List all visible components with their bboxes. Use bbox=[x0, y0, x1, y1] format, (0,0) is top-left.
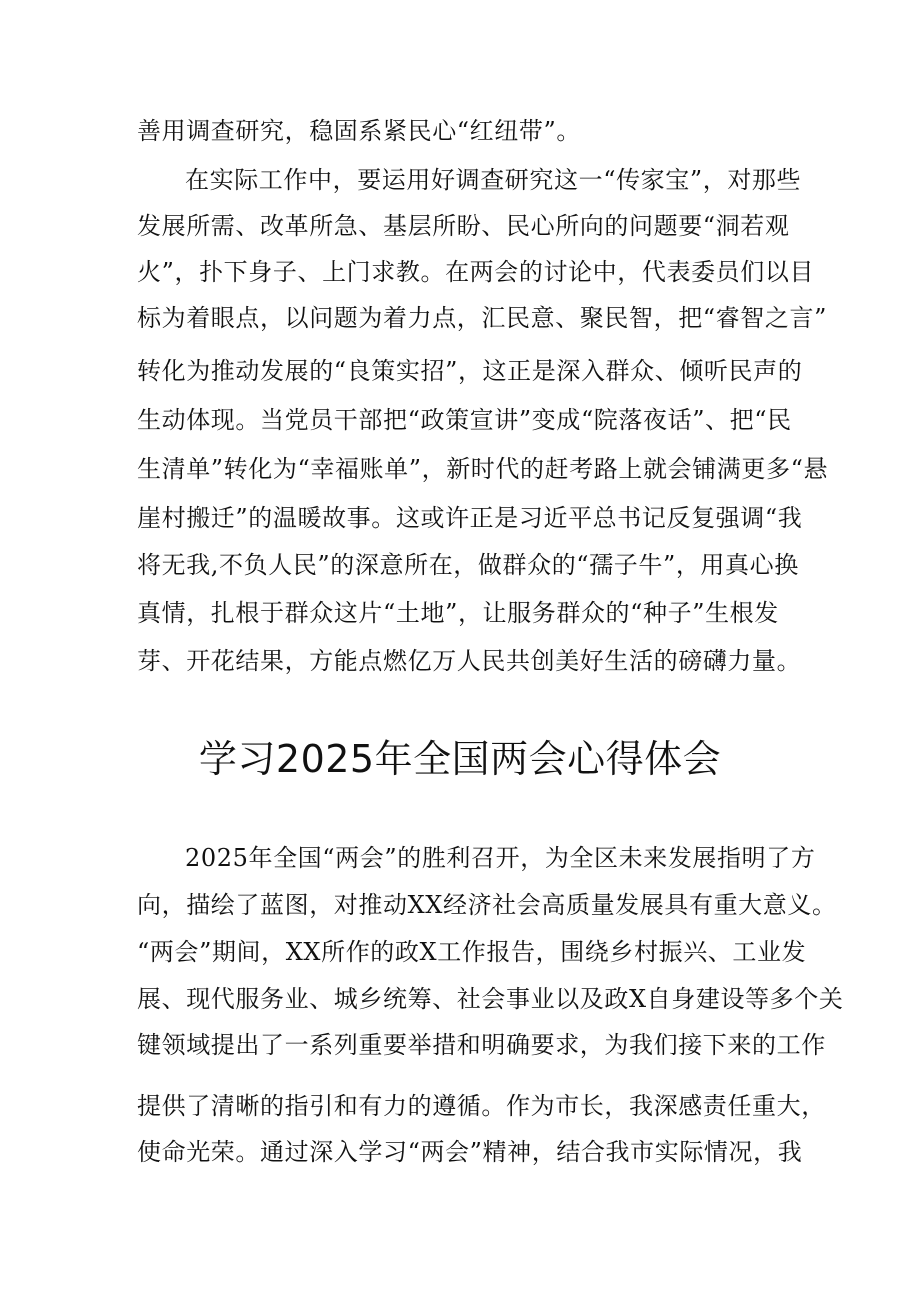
paragraph-line: 崖村搬迁”的温暖故事。这或许正是习近平总书记反复强调“我 bbox=[137, 504, 803, 532]
paragraph-line: 生清单”转化为“幸福账单”，新时代的赶考路上就会铺满更多“悬 bbox=[137, 455, 829, 483]
paragraph-line: 善用调查研究，稳固系紧民心“红纽带”。 bbox=[137, 117, 581, 145]
paragraph-line: 标为着眼点，以问题为着力点，汇民意、聚民智，把“睿智之言” bbox=[137, 304, 827, 332]
paragraph-line: 提供了清晰的指引和有力的遵循。作为市长，我深感责任重大， bbox=[137, 1092, 826, 1120]
paragraph-first-line: 2025年全国“两会”的胜利召开，为全区未来发展指明了方 bbox=[185, 844, 816, 872]
paragraph-line: 真情，扎根于群众这片“土地”，让服务群众的“种子”生根发 bbox=[137, 599, 779, 627]
paragraph-line: 发展所需、改革所急、基层所盼、民心所向的问题要“洞若观 bbox=[137, 212, 790, 240]
paragraph-line: “两会”期间，XX所作的政X工作报告，围绕乡村振兴、工业发 bbox=[137, 938, 807, 966]
paragraph-line: 生动体现。当党员干部把“政策宣讲”变成“院落夜话”、把“民 bbox=[137, 406, 792, 434]
paragraph-line: 将无我,不负人民”的深意所在，做群众的“孺子牛”，用真心换 bbox=[137, 551, 799, 579]
article-title: 学习2025年全国两会心得体会 bbox=[198, 737, 722, 781]
paragraph-first-line: 在实际工作中，要运用好调查研究这一“传家宝”，对那些 bbox=[185, 166, 802, 194]
paragraph-line: 转化为推动发展的“良策实招”，这正是深入群众、倾听民声的 bbox=[137, 357, 803, 385]
paragraph-line: 展、现代服务业、城乡统筹、社会事业以及政X自身建设等多个关 bbox=[137, 985, 844, 1013]
paragraph-line: 键领域提出了一系列重要举措和明确要求，为我们接下来的工作 bbox=[137, 1031, 826, 1059]
paragraph-line: 向，描绘了蓝图，对推动XX经济社会高质量发展具有重大意义。 bbox=[137, 891, 837, 919]
paragraph-line: 使命光荣。通过深入学习“两会”精神，结合我市实际情况，我 bbox=[137, 1138, 803, 1166]
paragraph-line: 芽、开花结果，方能点燃亿万人民共创美好生活的磅礴力量。 bbox=[137, 647, 802, 675]
paragraph-line: 火”，扑下身子、上门求教。在两会的讨论中，代表委员们以目 bbox=[137, 258, 815, 286]
